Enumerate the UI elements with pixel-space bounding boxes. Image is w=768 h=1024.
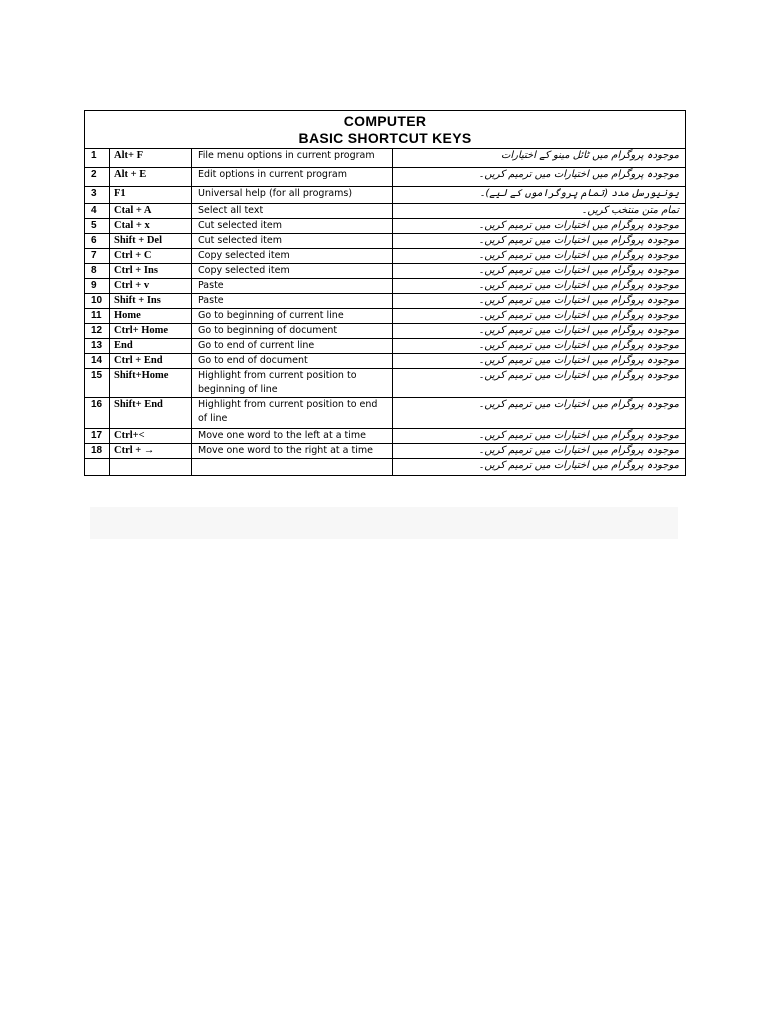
table-row (85, 369, 686, 398)
table-row (85, 459, 686, 476)
shortcut-description: Move one word to the left at a time (192, 429, 393, 444)
urdu-description: موجودہ پروگرام میں اختیارات میں ترمیم کریں۔ (393, 249, 686, 264)
row-number: 6 (85, 234, 110, 249)
row-number: 15 (85, 369, 110, 398)
shortcut-description: Go to beginning of current line (192, 309, 393, 324)
shortcut-key: Shift + Ins (110, 294, 192, 309)
shortcut-key: Ctrl+< (110, 429, 192, 444)
table-row (85, 249, 686, 264)
urdu-description: یونیورسل مدد (تمام پروگراموں کے لیے)۔ (393, 187, 686, 204)
row-number: 17 (85, 429, 110, 444)
shortcut-key: Ctal + x (110, 219, 192, 234)
row-number: 10 (85, 294, 110, 309)
shortcut-key: Ctrl+ Home (110, 324, 192, 339)
shortcut-description: Go to beginning of document (192, 324, 393, 339)
shortcut-description: Highlight from current position to beginning of line (192, 369, 393, 398)
shortcut-key: Alt + E (110, 168, 192, 187)
shortcut-description: Copy selected item (192, 249, 393, 264)
table-row (85, 187, 686, 204)
shortcut-key: Ctal + A (110, 204, 192, 219)
urdu-description: موجودہ پروگرام میں اختیارات میں ترمیم کریں۔ (393, 369, 686, 398)
shortcut-key: Ctrl + v (110, 279, 192, 294)
shortcut-description: Edit options in current program (192, 168, 393, 187)
row-number: 11 (85, 309, 110, 324)
table-row (85, 234, 686, 249)
row-number: 1 (85, 149, 110, 168)
footer-band (90, 507, 678, 539)
row-number: 3 (85, 187, 110, 204)
urdu-description: موجودہ پروگرام میں اختیارات میں ترمیم کریں۔ (393, 459, 686, 476)
table-row (85, 309, 686, 324)
table-row (85, 219, 686, 234)
table-row (85, 339, 686, 354)
row-number: 9 (85, 279, 110, 294)
urdu-description: موجودہ پروگرام میں اختیارات میں ترمیم کریں۔ (393, 234, 686, 249)
shortcut-description: Paste (192, 294, 393, 309)
shortcut-key: Shift + Del (110, 234, 192, 249)
table-row (85, 324, 686, 339)
shortcut-description: Copy selected item (192, 264, 393, 279)
shortcut-description: Go to end of current line (192, 339, 393, 354)
title-line-1: COMPUTER (343, 113, 427, 129)
table-row (85, 279, 686, 294)
urdu-description: تمام متن منتخب کریں۔ (393, 204, 686, 219)
urdu-description: موجودہ پروگرام میں اختیارات میں ترمیم کریں۔ (393, 354, 686, 369)
urdu-description: موجودہ پروگرام میں ٹائل مینو کے اختیارات (393, 149, 686, 168)
shortcut-key (110, 459, 192, 476)
shortcut-description: Select all text (192, 204, 393, 219)
urdu-description: موجودہ پروگرام میں اختیارات میں ترمیم کریں۔ (393, 294, 686, 309)
row-number: 12 (85, 324, 110, 339)
table-row (85, 354, 686, 369)
urdu-description: موجودہ پروگرام میں اختیارات میں ترمیم کریں۔ (393, 168, 686, 187)
row-number: 4 (85, 204, 110, 219)
title-cell (85, 111, 686, 149)
urdu-description: موجودہ پروگرام میں اختیارات میں ترمیم کریں۔ (393, 444, 686, 459)
row-number: 18 (85, 444, 110, 459)
shortcut-description: Cut selected item (192, 219, 393, 234)
urdu-description: موجودہ پروگرام میں اختیارات میں ترمیم کریں۔ (393, 429, 686, 444)
shortcut-key: Ctrl + End (110, 354, 192, 369)
shortcut-key: Ctrl + Ins (110, 264, 192, 279)
shortcut-key: Home (110, 309, 192, 324)
urdu-description: موجودہ پروگرام میں اختیارات میں ترمیم کریں۔ (393, 324, 686, 339)
shortcut-key: End (110, 339, 192, 354)
urdu-description: موجودہ پروگرام میں اختیارات میں ترمیم کریں۔ (393, 309, 686, 324)
row-number: 13 (85, 339, 110, 354)
row-number: 2 (85, 168, 110, 187)
shortcut-description: Go to end of document (192, 354, 393, 369)
shortcut-description (192, 459, 393, 476)
shortcut-description: Universal help (for all programs) (192, 187, 393, 204)
row-number: 7 (85, 249, 110, 264)
shortcut-keys-table (84, 110, 686, 476)
shortcut-key: F1 (110, 187, 192, 204)
row-number: 5 (85, 219, 110, 234)
table-row (85, 444, 686, 459)
row-number: 16 (85, 398, 110, 429)
shortcut-key: Ctrl + → (110, 444, 192, 459)
urdu-description: موجودہ پروگرام میں اختیارات میں ترمیم کریں۔ (393, 219, 686, 234)
title-row (85, 111, 686, 149)
shortcut-key: Ctrl + C (110, 249, 192, 264)
title-line-2: BASIC SHORTCUT KEYS (298, 130, 472, 146)
table-row (85, 398, 686, 429)
table-row (85, 264, 686, 279)
row-number (85, 459, 110, 476)
shortcut-key: Alt+ F (110, 149, 192, 168)
table-row (85, 294, 686, 309)
urdu-description: موجودہ پروگرام میں اختیارات میں ترمیم کریں۔ (393, 398, 686, 429)
table-row (85, 168, 686, 187)
table-row (85, 429, 686, 444)
shortcut-description: Paste (192, 279, 393, 294)
row-number: 14 (85, 354, 110, 369)
shortcut-key: Shift+ End (110, 398, 192, 429)
urdu-description: موجودہ پروگرام میں اختیارات میں ترمیم کریں۔ (393, 279, 686, 294)
table-row (85, 149, 686, 168)
shortcut-description: File menu options in current program (192, 149, 393, 168)
urdu-description: موجودہ پروگرام میں اختیارات میں ترمیم کریں۔ (393, 264, 686, 279)
shortcut-key: Shift+Home (110, 369, 192, 398)
shortcut-description: Cut selected item (192, 234, 393, 249)
urdu-description: موجودہ پروگرام میں اختیارات میں ترمیم کریں۔ (393, 339, 686, 354)
table-row (85, 204, 686, 219)
shortcut-description: Highlight from current position to end of line (192, 398, 393, 429)
shortcut-description: Move one word to the right at a time (192, 444, 393, 459)
row-number: 8 (85, 264, 110, 279)
